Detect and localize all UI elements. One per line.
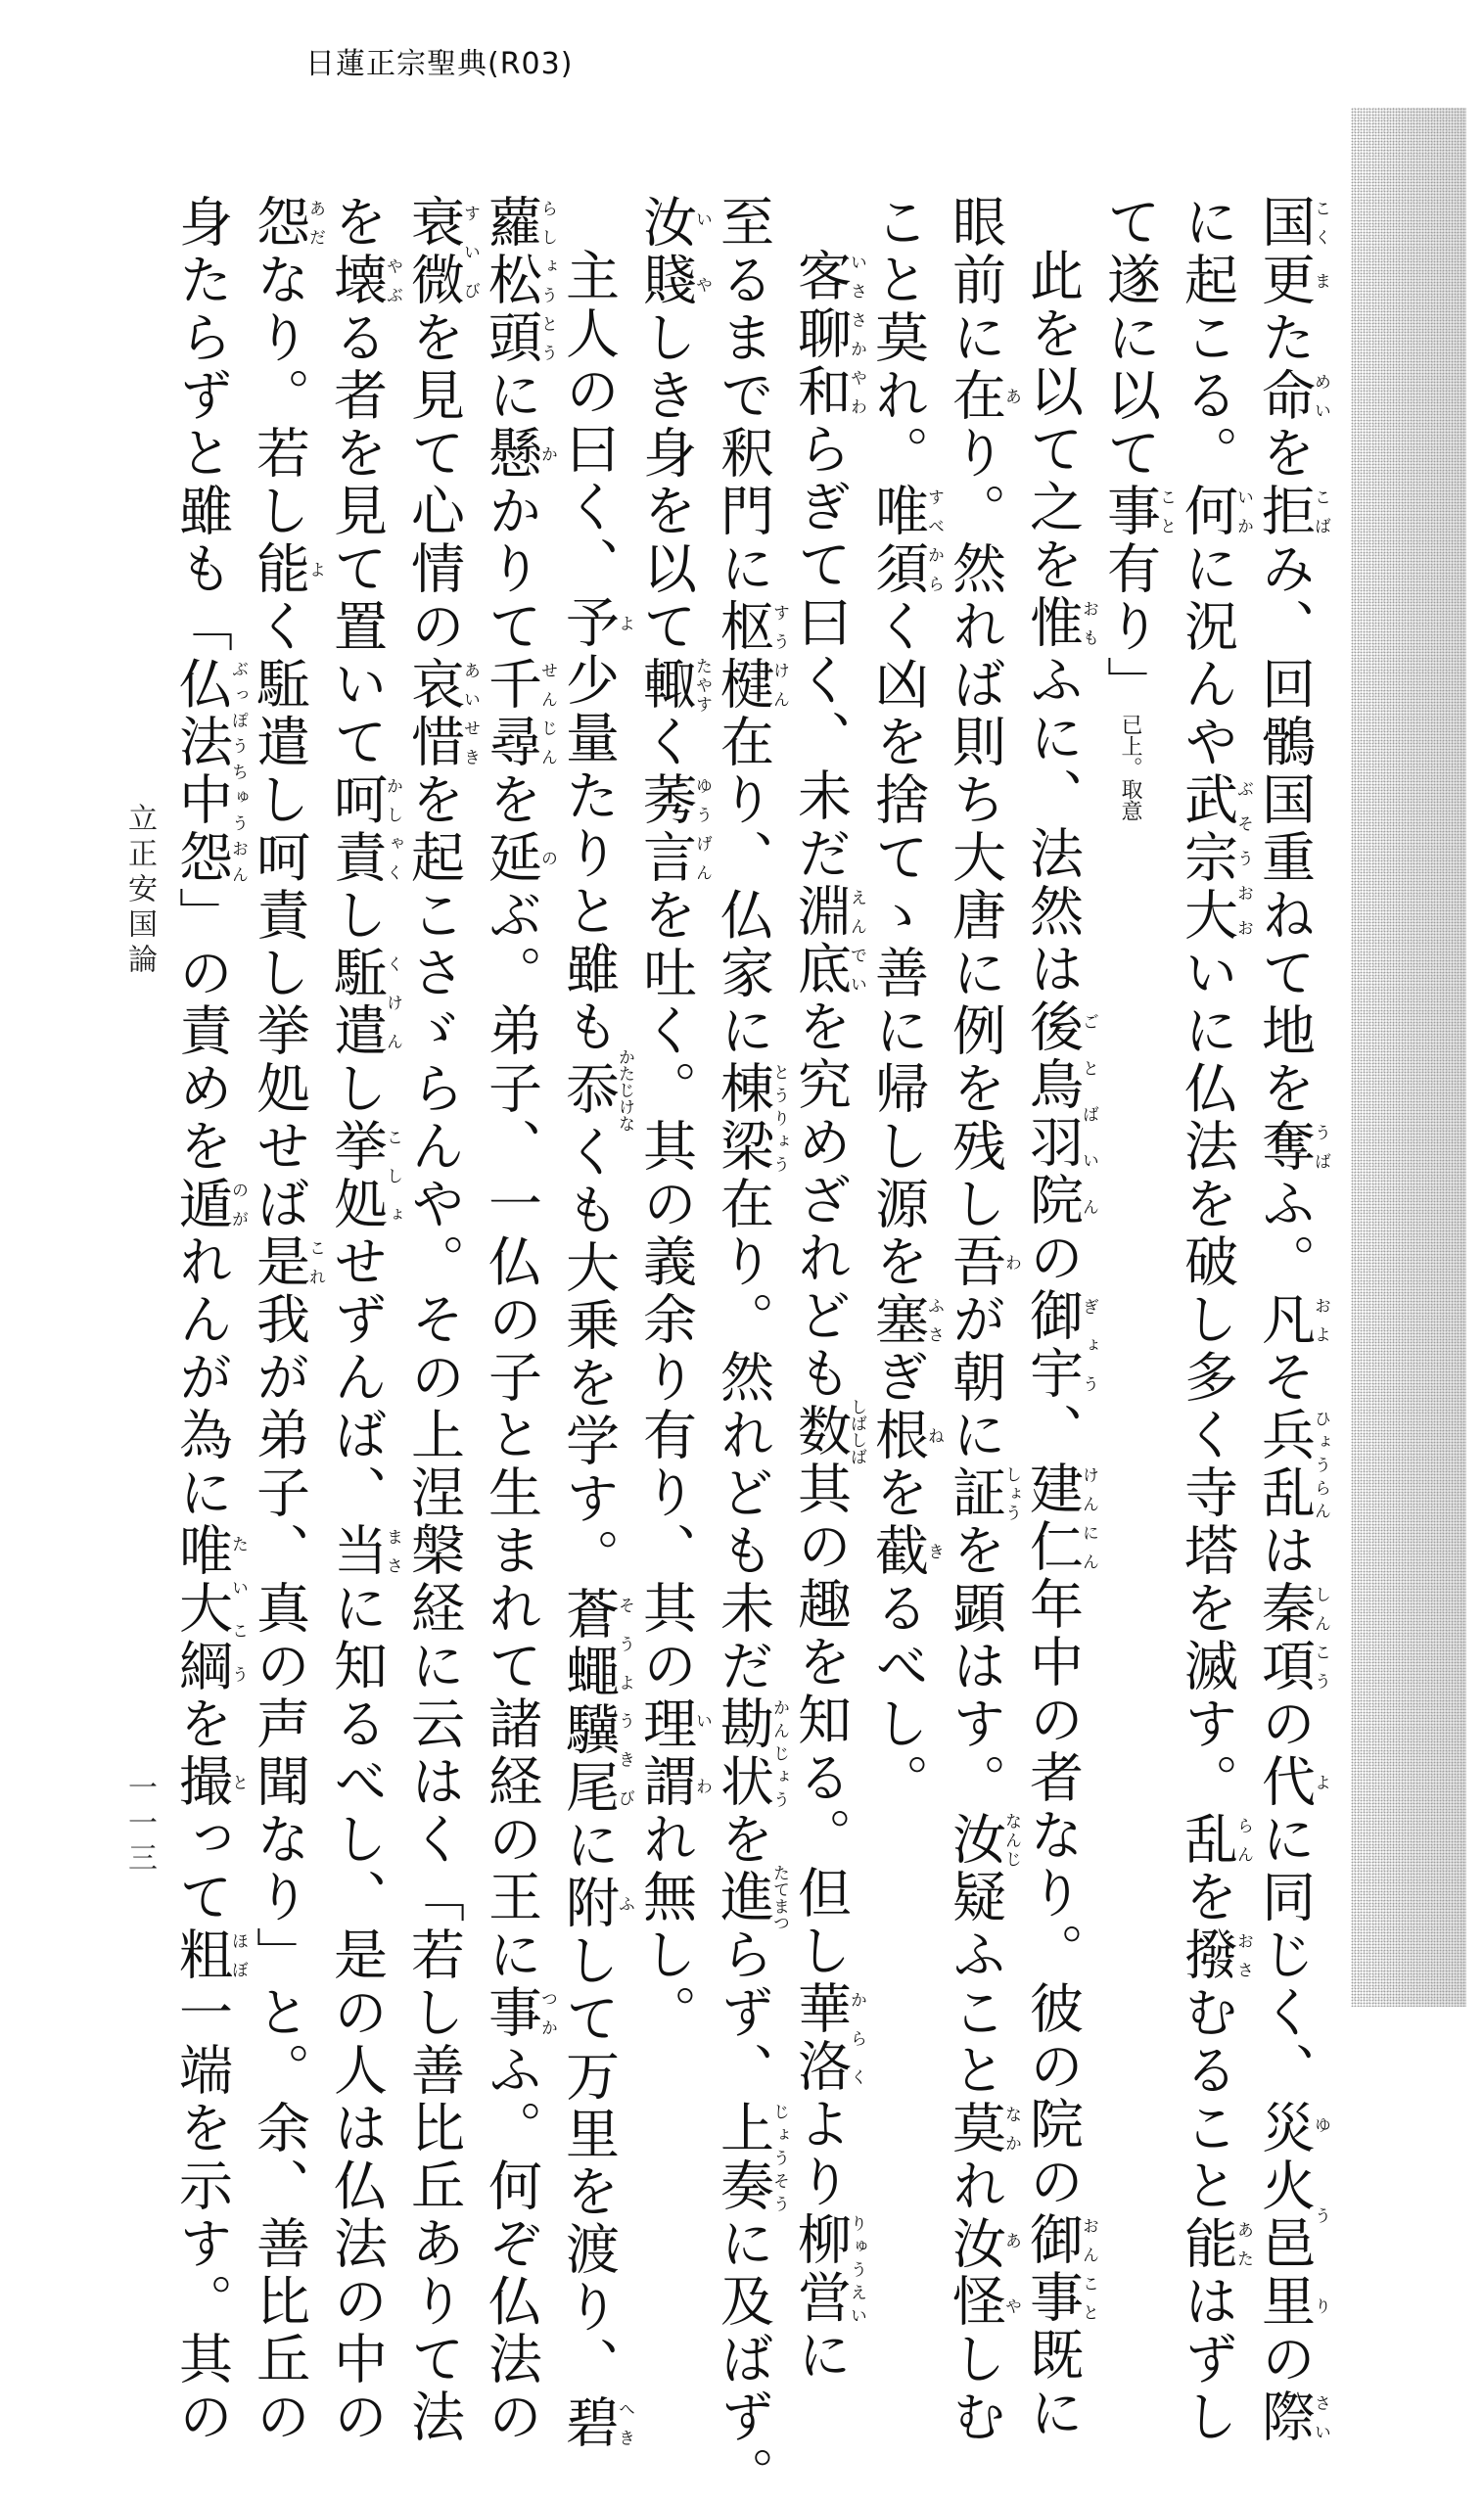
text-line: 蘿松頭らしょうとうに懸かかりて千尋せんじんを延のぶ。弟子、一仏の子と生まれて諸経の王に事つかふ。何ぞ仏法の [480,194,557,2446]
text-line: 至るまで釈門に枢楗すうけん在り、仏家に棟梁とうりょう在り。然れども未だ勘状かんじょうを進たてまつらず、上奏じょうそうに及ばず。 [712,194,789,2504]
page-body [170,194,1330,2504]
text-line: 客聊和いささかやわらぎて曰く、未だ淵底えんでいを究めざれども数しばしば其の趣を知る。但し華洛からくより柳営りゅうえいに [789,248,866,2385]
page-header: 日蓮正宗聖典(R03) [305,47,574,81]
text-line: に起こる。何いかに況んや武宗大ぶそうおおいに仏法を破し多く寺塔を滅す。乱らんを撥おさむること能あたはずし [1176,194,1253,2446]
text-line: 汝賤いやしき身を以て輙たやすく莠言ゆうげんを吐く。其の義余り有り、其の理謂いわれ無し。 [634,194,712,2042]
annotation-note: 已上。取意 [1118,714,1142,821]
text-line: 眼前に在あり。然れば則ち大唐に例を残し吾わが朝に証しょうを顕はす。汝なんじ疑ふこと莫なかれ汝怪あやしむ [944,194,1021,2446]
page-number: 一一三 [122,1772,157,1878]
text-line: 衰微すいびを見て心情の哀惜あいせきを起こさゞらんや。その上涅槃経に云はく「若し善比丘ありて法 [402,194,480,2446]
text-line: 国こく更また命めいを拒こばみ、回鶻国重ねて地を奪うばふ。凡およそ兵乱ひょうらんは秦項しんこうの代よに同じく、災火邑里ゆうりの際さい [1253,194,1330,2446]
scan-edge-texture [1351,108,1466,2007]
text-line: を壊やぶる者を見て置いて呵責かしゃくし駈遣くけんし挙処こしょせずんば、当まさに知るべし、是の人は仏法の中の [325,194,402,2446]
text-line: こと莫れ。唯須すべからく凶を捨てゝ善に帰し源を塞ふさぎ根ねを截きるべし。 [866,194,944,1811]
text-line: て遂に以て事こと有り」已上。取意 [1098,194,1176,821]
text-line: 怨あだなり。若し能よく駈遣し呵責し挙処せば是これ我が弟子、真の声聞なり」と。余、善比丘の [248,194,325,2446]
chapter-title: 立正安国論 [122,803,157,979]
text-line: 此を以て之を惟おもふに、法然は後鳥羽院ごとばいんの御宇ぎょう、建仁けんにん年中の者なり。彼の院の御事おんこと既に [1021,248,1098,2442]
text-line: 主人の曰く、予よ少量たりと雖も忝かたじけなくも大乗を学す。蒼蠅驥尾そうようきびに附ふして万里を渡り、碧へき [557,248,634,2452]
text-line: 身たらずと雖も「仏法中怨ぶっぽうちゅうおん」の責めを遁のがれんが為に唯大綱たいこうを撮とって粗ほぼ一端を示す。其の [170,194,248,2446]
